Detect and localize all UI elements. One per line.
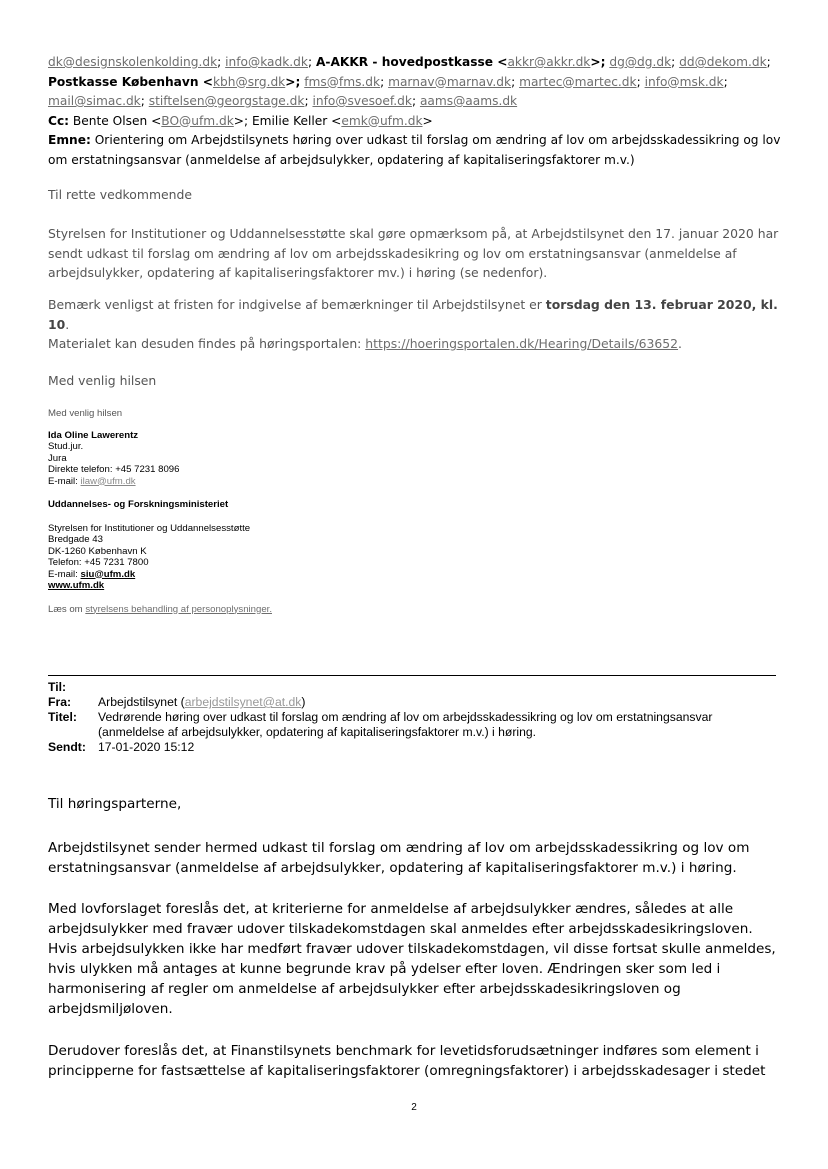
forward-from-close: ): [301, 695, 306, 709]
agency-email[interactable]: siu@ufm.dk: [80, 568, 136, 580]
signature-block: [48, 408, 272, 615]
agency-email-row: [48, 569, 272, 581]
privacy-link[interactable]: styrelsens behandling af personoplysninger.: [85, 603, 272, 615]
recipients-line-3: mail@simac.dk; stiftelsen@georgstage.dk; info@svesoef.dk; aams@aams.dk: [48, 94, 518, 108]
letter-salutation: Til høringsparterne,: [48, 796, 182, 812]
signature-title: Stud.jur.: [48, 441, 84, 452]
forward-to-row: [48, 680, 778, 695]
privacy-text: Læs om: [48, 603, 86, 615]
recipient-name: Postkasse København <: [48, 74, 213, 89]
recipient-email[interactable]: martec@martec.dk: [519, 74, 637, 89]
recipient-email[interactable]: dg@dg.dk: [609, 55, 672, 69]
subject-label: Emne:: [48, 133, 91, 147]
signature-closing: Med venlig hilsen: [48, 408, 123, 419]
portal-text: Materialet kan desuden findes på høringsportalen:: [48, 336, 366, 351]
page-number: 2: [411, 1102, 417, 1113]
recipient-email[interactable]: info@msk.dk: [644, 74, 724, 89]
recipient-name: A-AKKR - hovedpostkasse <: [315, 55, 508, 69]
deadline-date: torsdag den 13. februar 2020, kl. 10: [48, 297, 778, 332]
privacy-row: [48, 604, 272, 616]
cc-delimiter: >: [422, 113, 433, 128]
signature-email-row: [48, 476, 272, 488]
cc-email[interactable]: emk@ufm.dk: [341, 113, 423, 128]
intro-paragraph-2: [48, 295, 788, 334]
forward-from-name: Arbejdstilsynet (: [98, 695, 185, 709]
divider: [48, 675, 776, 676]
deadline-text: Bemærk venligst at fristen for indgivelse af bemærkninger til Arbejdstilsynet er: [48, 297, 546, 312]
recipient-email[interactable]: fms@fms.dk: [304, 74, 381, 89]
recipient-email[interactable]: dk@designskolenkolding.dk: [48, 55, 218, 69]
letter-paragraph-1: Arbejdstilsynet sender hermed udkast til forslag om ændring af lov om arbejdsskadessikring og lov om erstatningsansvar (anmeldelse af arbejdsulykker, opdatering af kapitaliseringsfaktorer m.v.) i høring.: [48, 840, 750, 876]
signature-email-label: E-mail:: [48, 475, 81, 487]
recipients-line-2: Postkasse København <kbh@srg.dk>; fms@fms.dk; marnav@marnav.dk; martec@martec.dk; info@msk.dk;: [48, 74, 728, 89]
cc-name: >; Emilie Keller <: [233, 113, 342, 128]
recipient-email[interactable]: stiftelsen@georgstage.dk: [148, 94, 305, 108]
recipients-line-1: dk@designskolenkolding.dk; info@kadk.dk; A-AKKR - hovedpostkasse <akkr@akkr.dk>; dg@dg.dk; dd@dekom.dk;: [48, 55, 771, 69]
hearing-portal-link[interactable]: https://hoeringsportalen.dk/Hearing/Details/63652: [365, 336, 679, 351]
agency-phone: Telefon: +45 7231 7800: [48, 557, 149, 568]
email-header: [48, 53, 788, 170]
recipient-email[interactable]: marnav@marnav.dk: [388, 74, 512, 89]
forward-title-text: Vedrørende høring over udkast til forslag om ændring af lov om arbejdsskadessikring og lov om erstatningsansvar (anmeldelse af arbejdsulykker, opdatering af kapitaliseringsfaktorer m.v.) i høring.: [98, 710, 713, 739]
cc-name: Bente Olsen <: [69, 113, 162, 128]
cc-line: [48, 112, 788, 132]
recipient-delimiter: >;: [285, 74, 301, 89]
intro-paragraph-3: [48, 334, 788, 354]
recipient-email[interactable]: info@kadk.dk: [225, 55, 308, 69]
forward-sent-label: Sendt:: [48, 740, 86, 754]
agency-street: Bredgade 43: [48, 534, 103, 545]
recipient-delimiter: >;: [590, 55, 606, 69]
deadline-period: .: [65, 316, 70, 332]
intro-greeting: Til rette vedkommende: [48, 187, 192, 202]
signature-email[interactable]: ilaw@ufm.dk: [80, 475, 136, 487]
signature-name: Ida Oline Lawerentz: [48, 429, 139, 441]
recipient-email[interactable]: aams@aams.dk: [419, 94, 518, 108]
forward-sent-value: 17-01-2020 15:12: [98, 740, 195, 754]
cc-email[interactable]: BO@ufm.dk: [161, 113, 234, 128]
forwarded-header: [48, 680, 778, 755]
agency-city: DK-1260 København K: [48, 545, 147, 557]
intro-closing: Med venlig hilsen: [48, 373, 157, 388]
portal-period: .: [678, 336, 682, 351]
cc-label: Cc:: [48, 113, 70, 128]
signature-phone: Direkte telefon: +45 7231 8096: [48, 464, 180, 475]
ministry-name: Uddannelses- og Forskningsministeriet: [48, 499, 229, 510]
agency-email-label: E-mail:: [48, 568, 81, 580]
recipient-email[interactable]: info@svesoef.dk: [312, 94, 412, 108]
forward-title-label: Titel:: [48, 710, 77, 724]
subject-text: Orientering om Arbejdstilsynets høring over udkast til forslag om ændring af lov om arbejdsskadessikring og lov om erstatningsansvar (anmeldelse af arbejdsulykker, opdatering af kapitaliseringsfaktorer m.v.): [48, 133, 781, 167]
recipient-email[interactable]: akkr@akkr.dk: [507, 55, 591, 69]
letter-paragraph-3: Derudover foreslås det, at Finanstilsynets benchmark for levetidsforudsætninger indføres som element i principperne for fastsættelse af kapitaliseringsfaktorer (omregningsfaktorer) i arbejdsskadesager i stedet: [48, 1043, 766, 1079]
letter-paragraph-2: Med lovforslaget foreslås det, at kriterierne for anmeldelse af arbejdsulykker ændres, således at alle arbejdsulykker med fravær udover tilskadekomstdagen skal anmeldes efter arbejdsskadesikringsloven. Hvis arbejdsulykken ikke har medført fravær udover tilskadekomstdagen, vil disse fortsat skulle anmeldes, hvis ulykken må antages at kunne begrunde krav på ydelser efter loven. Ændringen sker som led i harmonisering af regler om anmeldelse af arbejdsulykker efter arbejdsskadesikringsloven og arbejdsmiljøloven.: [48, 901, 776, 1017]
intro-paragraph-1: Styrelsen for Institutioner og Uddannelsesstøtte skal gøre opmærksom på, at Arbejdstilsynet den 17. januar 2020 har sendt udkast til forslag om ændring af lov om arbejdsskadesikring og lov om erstatningsansvar (anmeldelse af arbejdsulykker, opdatering af kapitaliseringsfaktorer mv.) i høring (se nedenfor).: [48, 226, 779, 280]
agency-name: Styrelsen for Institutioner og Uddannelsesstøtte: [48, 522, 251, 534]
forward-sent-row: [48, 740, 778, 755]
forward-from-label: Fra:: [48, 695, 72, 709]
recipient-email[interactable]: dd@dekom.dk: [679, 55, 767, 69]
recipient-email[interactable]: kbh@srg.dk: [212, 74, 286, 89]
forward-to-label: Til:: [48, 680, 67, 694]
forward-from-email[interactable]: arbejdstilsynet@at.dk: [184, 695, 302, 709]
recipient-email[interactable]: mail@simac.dk: [48, 94, 141, 108]
forward-title-row: [48, 710, 778, 740]
subject-line: [48, 131, 788, 170]
signature-department: Jura: [48, 452, 67, 464]
forward-from-row: [48, 695, 778, 710]
agency-website[interactable]: www.ufm.dk: [48, 580, 105, 591]
